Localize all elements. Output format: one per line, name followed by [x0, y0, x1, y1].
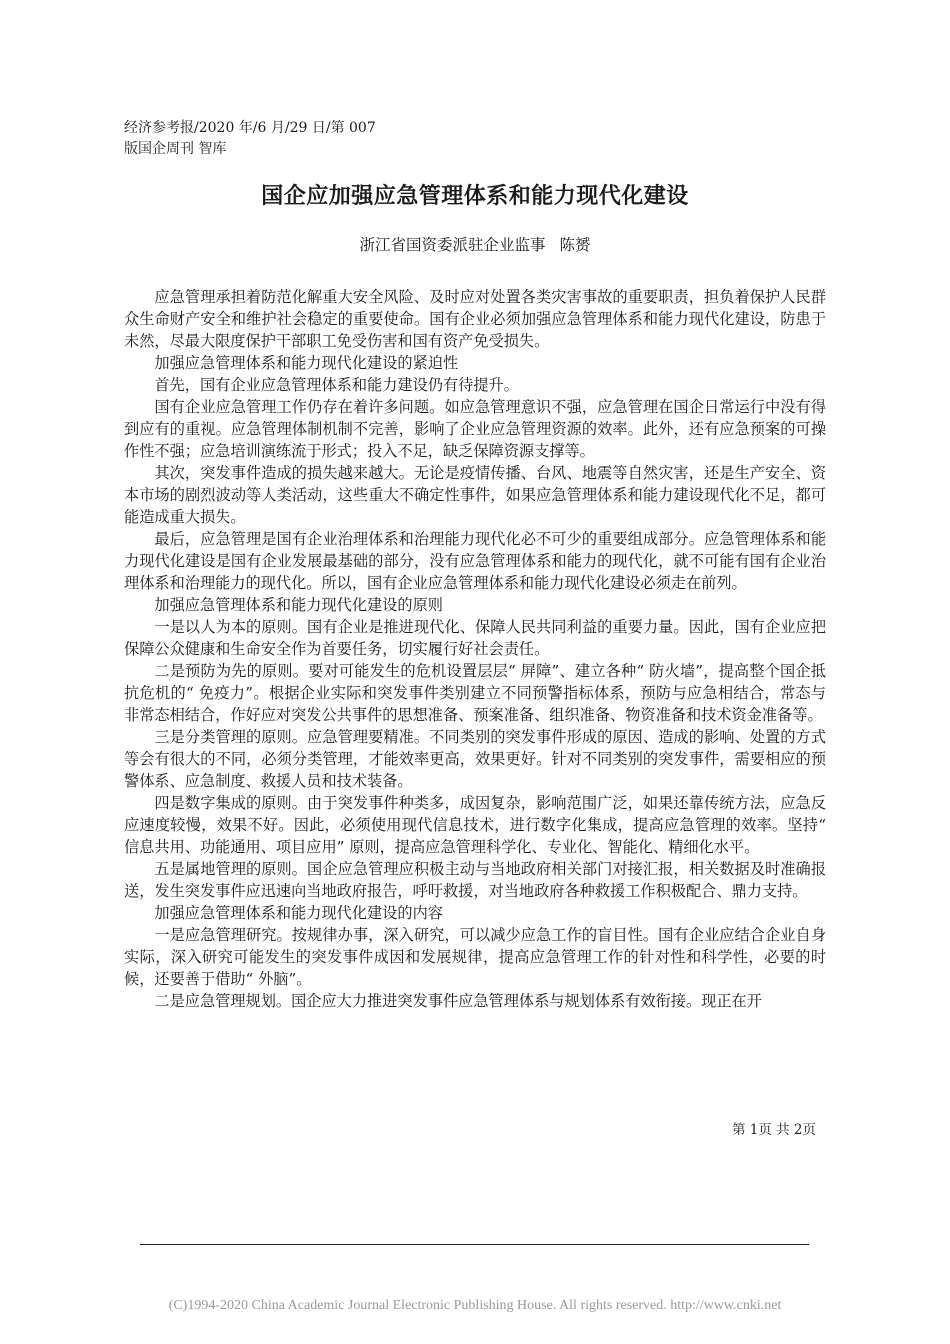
author-position: 浙江省国资委派驻企业监事	[359, 236, 546, 254]
section-heading: 加强应急管理体系和能力现代化建设的内容	[154, 904, 443, 922]
author-line	[0, 233, 950, 257]
source-line-2: 版国企周刊 智库	[124, 141, 227, 157]
paragraph: 一是以人为本的原则。国有企业是推进现代化、保障人民共同利益的重要力量。因此，国有企业应把保障公众健康和生命安全作为首要任务，切实履行好社会责任。	[124, 618, 826, 658]
footer-divider	[140, 1244, 809, 1245]
paragraph: 应急管理承担着防范化解重大安全风险、及时应对处置各类灾害事故的重要职责，担负着保护人民群众生命财产安全和维护社会稳定的重要使命。国有企业必须加强应急管理体系和能力现代化建设，防患于未然，尽最大限度保护干部职工免受伤害和国有资产免受损失。	[124, 288, 826, 350]
author-name: 陈赟	[559, 236, 591, 254]
paragraph: 其次，突发事件造成的损失越来越大。无论是疫情传播、台风、地震等自然灾害，还是生产安全、资本市场的剧烈波动等人类活动，这些重大不确定性事件，如果应急管理体系和能力建设现代化不足，都可能造成重大损失。	[124, 464, 826, 526]
paragraph: 二是应急管理规划。国企应大力推进突发事件应急管理体系与规划体系有效衔接。现正在开	[154, 992, 762, 1010]
section-heading: 加强应急管理体系和能力现代化建设的原则	[154, 596, 443, 614]
copyright-notice: (C)1994-2020 China Academic Journal Electronic Publishing House. All rights reserved. http://www.cnki.net	[168, 1298, 782, 1313]
article-title: 国企应加强应急管理体系和能力现代化建设	[261, 184, 689, 209]
source-info	[124, 118, 444, 160]
article-body	[124, 286, 826, 1012]
paragraph: 最后，应急管理是国有企业治理体系和治理能力现代化必不可少的重要组成部分。应急管理体系和能力现代化建设是国有企业发展最基础的部分，没有应急管理体系和能力的现代化，就不可能有国有企业治理体系和治理能力的现代化。所以，国有企业应急管理体系和能力现代化建设必须走在前列。	[124, 530, 826, 592]
paragraph: 国有企业应急管理工作仍存在着许多问题。如应急管理意识不强，应急管理在国企日常运行中没有得到应有的重视。应急管理体制机制不完善，影响了企业应急管理资源的效率。此外，还有应急预案的可操作性不强；应急培训演练流于形式；投入不足，缺乏保障资源支撑等。	[124, 398, 826, 460]
paragraph: 二是预防为先的原则。要对可能发生的危机设置层层“ 屏障”、建立各种“ 防火墙”，提高整个国企抵抗危机的“ 免疫力”。根据企业实际和突发事件类别建立不同预警指标体系，预防与应急相结合，常态与非常态相结合，作好应对突发公共事件的思想准备、预案准备、组织准备、物资准备和技术资金准备等。	[124, 662, 826, 724]
source-line-1: 经济参考报/2020 年/6 月/29 日/第 007	[124, 120, 376, 136]
section-heading: 加强应急管理体系和能力现代化建设的紧迫性	[154, 354, 459, 372]
paragraph: 三是分类管理的原则。应急管理要精准。不同类别的突发事件形成的原因、造成的影响、处置的方式等会有很大的不同，必须分类管理，才能效率更高，效果更好。针对不同类别的突发事件，需要相应的预警体系、应急制度、救援人员和技术装备。	[124, 728, 826, 790]
paragraph: 一是应急管理研究。按规律办事，深入研究，可以减少应急工作的盲目性。国有企业应结合企业自身实际，深入研究可能发生的突发事件成因和发展规律，提高应急管理工作的针对性和科学性，必要的时候，还要善于借助“ 外脑”。	[124, 926, 826, 988]
paragraph: 五是属地管理的原则。国企应急管理应积极主动与当地政府相关部门对接汇报，相关数据及时准确报送，发生突发事件应迅速向当地政府报告，呼吁救援，对当地政府各种救援工作积极配合、鼎力支持。	[124, 860, 826, 900]
paragraph: 首先，国有企业应急管理体系和能力建设仍有待提升。	[154, 376, 519, 394]
page-number: 第 1页 共 2页	[731, 1122, 816, 1138]
paragraph: 四是数字集成的原则。由于突发事件种类多，成因复杂，影响范围广泛，如果还靠传统方法，应急反应速度较慢，效果不好。因此，必须使用现代信息技术，进行数字化集成，提高应急管理的效率。坚持“ 信息共用、功能通用、项目应用” 原则，提高应急管理科学化、专业化、智能化、精细化水平。	[124, 794, 826, 856]
